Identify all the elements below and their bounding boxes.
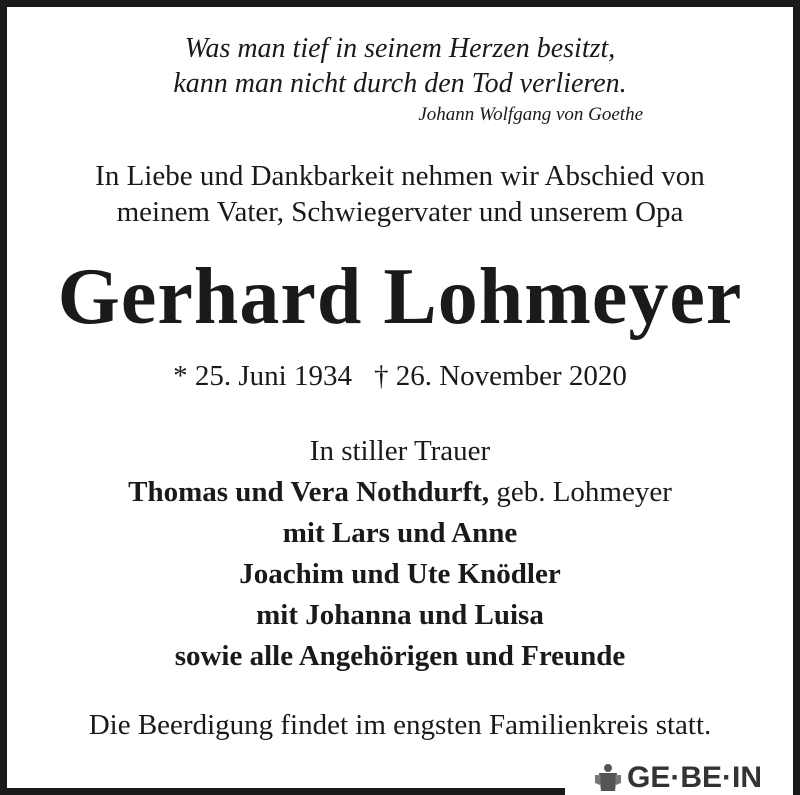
quote-line-2: kann man nicht durch den Tod verlieren. (173, 68, 627, 99)
border-top (0, 0, 800, 7)
border-left (0, 0, 7, 795)
birth-date: * 25. Juni 1934 (173, 360, 352, 392)
mourners-heading: In stiller Trauer (309, 435, 491, 467)
intro-line-1: In Liebe und Dankbarkeit nehmen wir Abschied von (95, 160, 705, 192)
life-dates (0, 360, 800, 393)
mourner-line-5: sowie alle Angehörigen und Freunde (174, 640, 626, 672)
intro-line-2: meinem Vater, Schwiegervater und unserem Opa (116, 196, 684, 228)
deceased-name: Gerhard Lohmeyer (57, 253, 743, 341)
mourner-line-1 (0, 476, 800, 509)
funeral-notice: Die Beerdigung findet im engsten Familienkreis statt. (88, 709, 712, 741)
mourner-name-suffix: geb. Lohmeyer (489, 476, 672, 508)
mourner-name-bold: Thomas und Vera Nothdurft, (128, 476, 490, 508)
logo-text: GE·BE·IN (627, 761, 762, 794)
quote-author: Johann Wolfgang von Goethe (418, 104, 643, 125)
mourner-line-4: mit Johanna und Luisa (256, 599, 544, 631)
border-right (793, 0, 800, 795)
quote-line-1: Was man tief in seinem Herzen besitzt, (184, 33, 616, 64)
mourner-line-2: mit Lars und Anne (282, 517, 518, 549)
border-bottom (0, 788, 565, 795)
death-date: † 26. November 2020 (373, 360, 627, 392)
angel-figure-icon (595, 763, 621, 793)
mourner-line-3: Joachim und Ute Knödler (239, 558, 561, 590)
publisher-logo (595, 761, 762, 795)
